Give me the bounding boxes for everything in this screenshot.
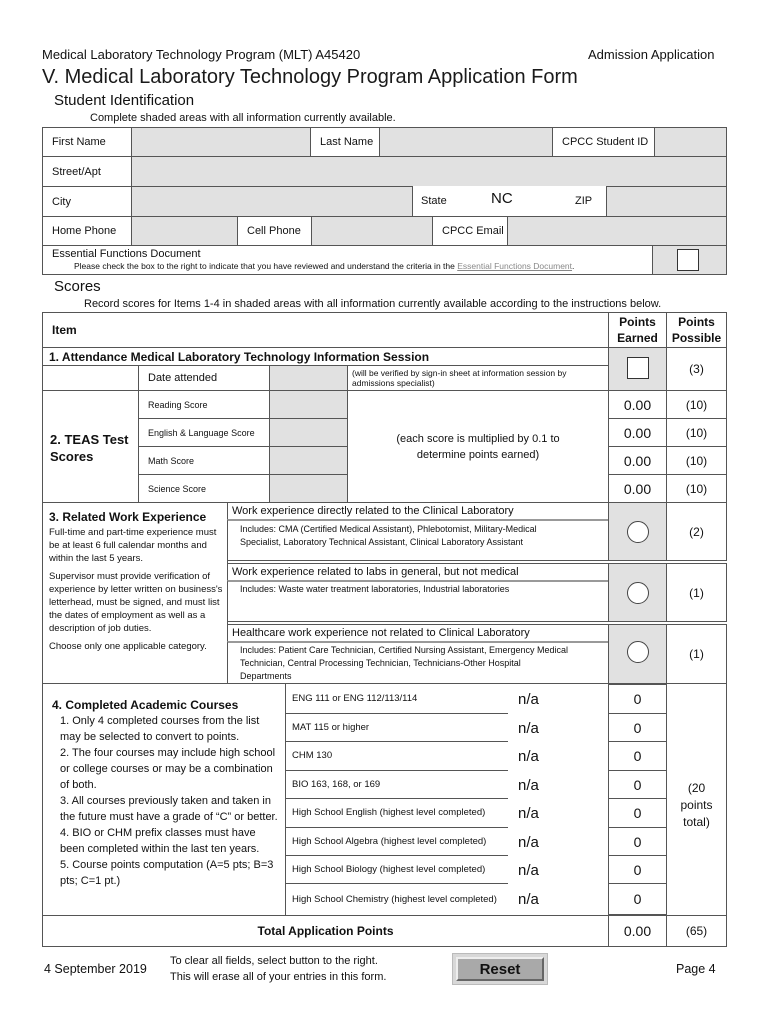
page-number: Page 4 (676, 962, 716, 976)
program-code: Medical Laboratory Technology Program (MLT) A45420 (42, 47, 361, 62)
essential-functions-checkbox-cell (652, 245, 727, 275)
teas-row-possible: (10) (666, 474, 727, 503)
attendance-possible: (3) (666, 347, 727, 391)
teas-row-earned: 0.00 (608, 390, 667, 419)
first-name-input[interactable] (131, 127, 311, 157)
courses-rule: 5. Course points computation (A=5 pts; B=3 pts; C=1 pt.) (60, 859, 274, 887)
points-earned-header-line1: Points (619, 315, 656, 329)
cell-phone-input[interactable] (311, 216, 433, 246)
attendance-spacer (42, 365, 139, 391)
last-name-input[interactable] (379, 127, 553, 157)
zip-label: ZIP (575, 195, 593, 207)
work-option-heading: Work experience directly related to the Clinical Laboratory (227, 502, 609, 520)
city-label: City (42, 186, 132, 217)
home-phone-label: Home Phone (42, 216, 132, 246)
courses-rule: 2. The four courses may include high school or college courses or may be a combination of both. (60, 747, 276, 791)
course-earned: 0 (608, 855, 667, 884)
teas-title-line1: 2. TEAS Test (50, 432, 129, 447)
work-option-possible: (1) (666, 624, 727, 684)
attendance-title: 1. Attendance Medical Laboratory Technology Information Session (42, 347, 609, 366)
teas-row-possible: (10) (666, 418, 727, 447)
attendance-checkbox-cell (608, 347, 667, 391)
page-title: V. Medical Laboratory Technology Program Application Form (42, 66, 578, 88)
item-column-header: Item (42, 312, 609, 348)
course-grade-select[interactable]: n/a (518, 891, 539, 908)
work-option-radio[interactable] (627, 641, 649, 663)
home-phone-input[interactable] (131, 216, 238, 246)
course-earned: 0 (608, 713, 667, 742)
last-name-label: Last Name (310, 127, 380, 157)
work-option-possible: (1) (666, 563, 727, 622)
course-label: CHM 130 (286, 742, 508, 771)
courses-possible-line2: points (680, 798, 713, 812)
work-option-radio-cell (608, 563, 667, 622)
state-label: State (421, 195, 447, 207)
essential-functions-cell (42, 245, 653, 275)
student-id-label: CPCC Student ID (552, 127, 655, 157)
courses-possible-line3: total) (683, 815, 710, 829)
student-identification-instructions: Complete shaded areas with all information currently available. (90, 112, 396, 124)
essential-functions-note-text: Please check the box to the right to indicate that you have reviewed and understand the criteria in the (74, 261, 458, 271)
date-attended-input[interactable] (269, 365, 348, 391)
course-grade-select[interactable]: n/a (518, 805, 539, 822)
essential-functions-link[interactable]: Essential Functions Document (457, 261, 573, 271)
courses-description (42, 683, 286, 916)
total-label: Total Application Points (42, 915, 609, 947)
reset-note-line1: To clear all fields, select button to the right. (170, 955, 378, 967)
courses-rule: 4. BIO or CHM prefix classes must have been completed within the last ten years. (60, 827, 260, 855)
document-type: Admission Application (588, 47, 715, 62)
cell-phone-label: Cell Phone (237, 216, 312, 246)
teas-row-label: English & Language Score (138, 418, 270, 447)
email-label: CPCC Email (432, 216, 508, 246)
courses-title: 4. Completed Academic Courses (52, 698, 239, 712)
courses-rule: 3. All courses previously taken and taken in the future must have a grade of “C” or better. (60, 795, 278, 823)
work-option-possible: (2) (666, 502, 727, 561)
teas-row-input[interactable] (269, 390, 348, 419)
work-option-includes: Includes: Patient Care Technician, Certified Nursing Assistant, Emergency Medical Technician, Central Processing Technician, Technicians-Other Hospital Departments (227, 641, 609, 684)
course-label: ENG 111 or ENG 112/113/114 (286, 685, 508, 714)
essential-functions-checkbox[interactable] (677, 249, 699, 271)
teas-note: (each score is multiplied by 0.1 to determine points earned) (347, 390, 609, 503)
points-possible-header-line2: Possible (671, 331, 722, 345)
teas-row-earned: 0.00 (608, 474, 667, 503)
date-attended-label: Date attended (138, 365, 270, 391)
reset-button[interactable] (452, 953, 548, 985)
work-experience-desc-3: Choose only one applicable category. (49, 641, 207, 652)
course-earned: 0 (608, 741, 667, 771)
state-zip-group (412, 186, 607, 217)
zip-input[interactable] (606, 186, 727, 217)
teas-row-label: Math Score (138, 446, 270, 475)
teas-row-possible: (10) (666, 390, 727, 419)
teas-row-earned: 0.00 (608, 446, 667, 475)
teas-row-input[interactable] (269, 418, 348, 447)
first-name-label: First Name (42, 127, 132, 157)
essential-functions-label: Essential Functions Document (52, 248, 201, 260)
points-earned-header (608, 312, 667, 348)
total-earned: 0.00 (608, 915, 667, 947)
course-label: High School English (highest level completed) (286, 799, 508, 828)
work-option-radio-cell (608, 624, 667, 684)
street-label: Street/Apt (42, 156, 132, 187)
points-earned-header-line2: Earned (617, 331, 658, 345)
work-option-radio[interactable] (627, 582, 649, 604)
work-option-heading: Work experience related to labs in general, but not medical (227, 563, 609, 581)
course-grade-select[interactable]: n/a (518, 861, 539, 879)
teas-row-label: Science Score (138, 474, 270, 503)
courses-possible-line1: (20 (687, 781, 706, 795)
work-option-radio[interactable] (627, 521, 649, 543)
work-option-includes: Includes: Waste water treatment laboratories, Industrial laboratories (227, 580, 609, 622)
teas-row-input[interactable] (269, 474, 348, 503)
work-experience-desc-2: Supervisor must provide verification of experience by letter written on business's letterhead, must be signed, and must list the dates of employment as well as a description of job duties. (49, 571, 223, 634)
course-grade-select[interactable]: n/a (518, 719, 539, 737)
attendance-note: (will be verified by sign-in sheet at information session by admissions specialist) (347, 365, 609, 391)
courses-possible (666, 683, 727, 916)
student-id-input[interactable] (654, 127, 727, 157)
points-possible-header (666, 312, 727, 348)
reset-button-label: Reset (456, 957, 544, 981)
course-earned: 0 (608, 684, 667, 714)
total-possible: (65) (666, 915, 727, 947)
reset-note-line2: This will erase all of your entries in this form. (170, 971, 387, 983)
essential-functions-note-end: . (572, 261, 575, 271)
work-experience-description (42, 502, 228, 684)
points-possible-header-line1: Points (678, 315, 715, 329)
course-grade-select[interactable]: n/a (518, 776, 539, 794)
course-label: MAT 115 or higher (286, 714, 508, 742)
course-label: High School Biology (highest level completed) (286, 856, 508, 884)
email-input[interactable] (507, 216, 727, 246)
work-experience-desc-1: Full-time and part-time experience must be at least 6 full calendar months and within the last 5 years. (49, 527, 217, 564)
city-input[interactable] (131, 186, 413, 217)
scores-instructions: Record scores for Items 1-4 in shaded areas with all information currently available according to the instructions below. (84, 298, 662, 310)
section-heading-student-identification: Student Identification (54, 92, 195, 109)
course-grade-select[interactable]: n/a (518, 833, 539, 851)
essential-functions-note (52, 261, 652, 271)
work-experience-title: 3. Related Work Experience (49, 510, 207, 524)
teas-row-possible: (10) (666, 446, 727, 475)
course-grade-select[interactable]: n/a (518, 691, 539, 708)
teas-row-label: Reading Score (138, 390, 270, 419)
teas-title (42, 390, 139, 503)
teas-row-input[interactable] (269, 446, 348, 475)
work-option-radio-cell (608, 502, 667, 561)
teas-row-earned: 0.00 (608, 418, 667, 447)
street-input[interactable] (131, 156, 727, 187)
course-earned: 0 (608, 827, 667, 856)
footer-date: 4 September 2019 (44, 962, 147, 976)
state-input[interactable]: NC (491, 190, 513, 207)
course-label: BIO 163, 168, or 169 (286, 771, 508, 799)
course-label: High School Chemistry (highest level completed) (292, 893, 497, 905)
course-earned: 0 (608, 883, 667, 915)
teas-title-line2: Scores (50, 449, 94, 464)
section-heading-scores: Scores (54, 278, 101, 295)
courses-rule: 1. Only 4 completed courses from the list may be selected to convert to points. (60, 715, 260, 743)
attendance-checkbox[interactable] (627, 357, 649, 379)
reset-note (170, 953, 386, 985)
course-label: High School Algebra (highest level completed) (286, 828, 508, 856)
work-option-heading: Healthcare work experience not related to Clinical Laboratory (227, 624, 609, 642)
course-earned: 0 (608, 770, 667, 799)
work-option-includes: Includes: CMA (Certified Medical Assistant), Phlebotomist, Military-Medical Specialist, Laboratory Technical Assistant, Clinical Laboratory Assistant (227, 519, 609, 561)
course-earned: 0 (608, 798, 667, 828)
course-grade-select[interactable]: n/a (518, 748, 539, 765)
